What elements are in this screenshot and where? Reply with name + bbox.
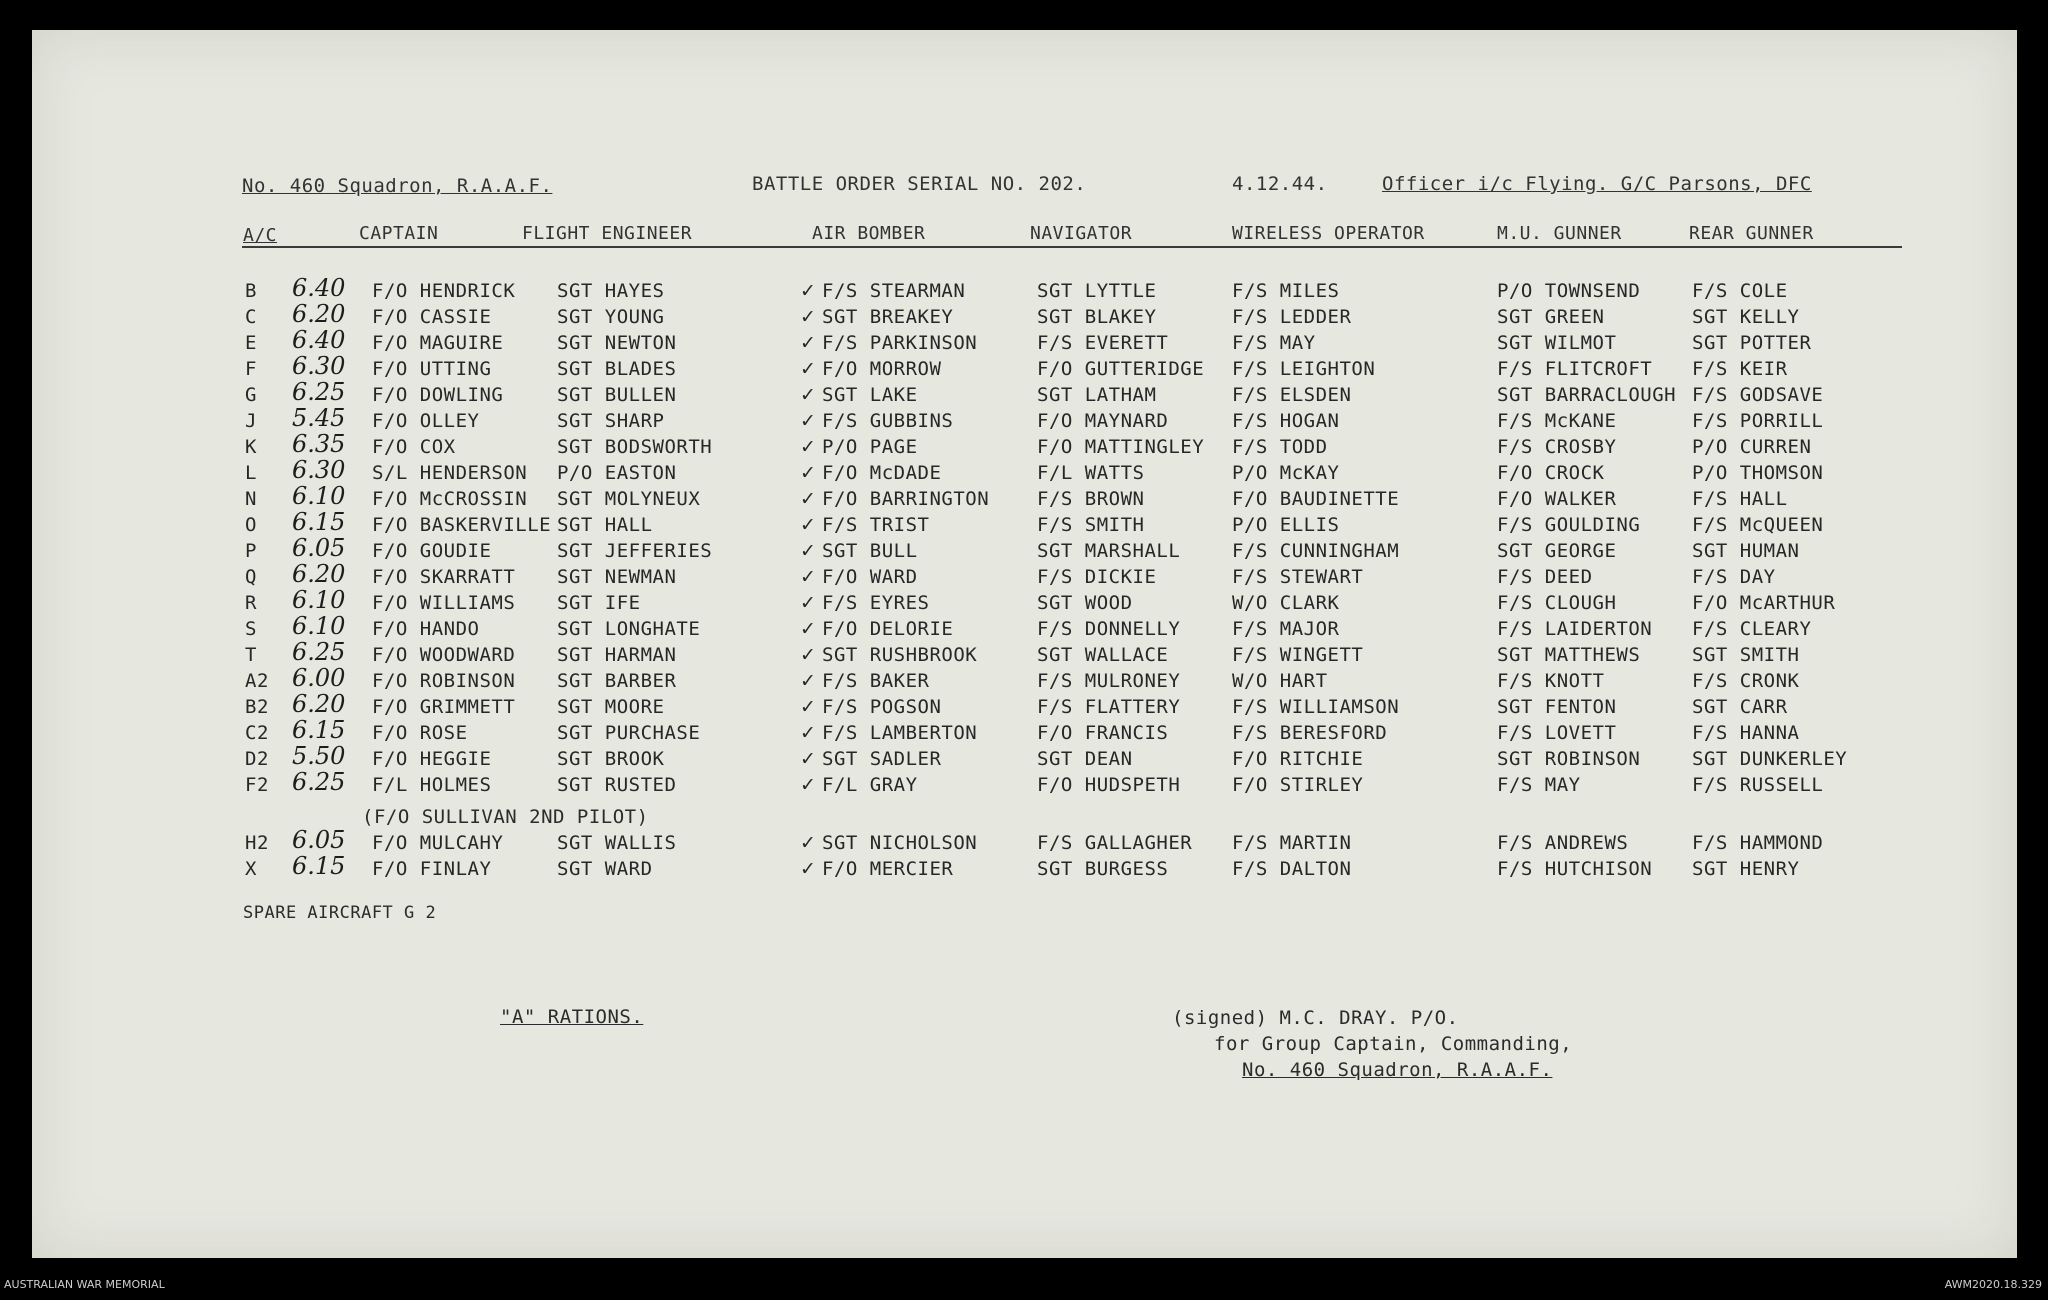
mu-gunner-name: SGT BARRACLOUGH	[1497, 384, 1677, 406]
crew-row	[32, 768, 2017, 800]
bomber-name: F/O DELORIE	[822, 618, 954, 640]
takeoff-time: 6.10	[292, 586, 346, 614]
tick-mark-icon: ✓	[800, 280, 817, 302]
engineer-name: SGT BARBER	[557, 670, 677, 692]
takeoff-time: 6.30	[292, 456, 346, 484]
col-rear-gunner: REAR GUNNER	[1689, 223, 1814, 244]
navigator-name: SGT LYTTLE	[1037, 280, 1157, 302]
rear-gunner-name: P/O THOMSON	[1692, 462, 1824, 484]
takeoff-time: 6.25	[292, 638, 346, 666]
captain-name: F/O McCROSSIN	[372, 488, 528, 510]
bomber-name: SGT SADLER	[822, 748, 942, 770]
bomber-name: SGT BULL	[822, 540, 918, 562]
engineer-name: SGT JEFFERIES	[557, 540, 713, 562]
col-captain: CAPTAIN	[359, 223, 439, 244]
captain-name: F/O HANDO	[372, 618, 480, 640]
rear-gunner-name: F/S RUSSELL	[1692, 774, 1824, 796]
captain-name: F/O OLLEY	[372, 410, 480, 432]
captain-name: F/L HOLMES	[372, 774, 492, 796]
takeoff-time: 6.30	[292, 352, 346, 380]
takeoff-time: 6.20	[292, 560, 346, 588]
tick-mark-icon: ✓	[800, 410, 817, 432]
col-wireless-operator: WIRELESS OPERATOR	[1232, 223, 1425, 244]
aircraft-letter: Q	[245, 566, 257, 588]
tick-mark-icon: ✓	[800, 566, 817, 588]
engineer-name: SGT NEWMAN	[557, 566, 677, 588]
captain-name: F/O BASKERVILLE	[372, 514, 552, 536]
takeoff-time: 6.20	[292, 300, 346, 328]
mu-gunner-name: P/O TOWNSEND	[1497, 280, 1641, 302]
navigator-name: F/S GALLAGHER	[1037, 832, 1193, 854]
wireless-name: W/O HART	[1232, 670, 1328, 692]
captain-name: F/O MULCAHY	[372, 832, 504, 854]
tick-mark-icon: ✓	[800, 488, 817, 510]
bomber-name: F/O MORROW	[822, 358, 942, 380]
navigator-name: F/O MAYNARD	[1037, 410, 1169, 432]
archive-credit: AUSTRALIAN WAR MEMORIAL	[4, 1278, 165, 1291]
engineer-name: SGT HAYES	[557, 280, 665, 302]
header-rule	[242, 246, 1902, 248]
mu-gunner-name: SGT FENTON	[1497, 696, 1617, 718]
mu-gunner-name: F/S LOVETT	[1497, 722, 1617, 744]
mu-gunner-name: F/S GOULDING	[1497, 514, 1641, 536]
bomber-name: SGT NICHOLSON	[822, 832, 978, 854]
aircraft-letter: K	[245, 436, 257, 458]
officer-in-charge: Officer i/c Flying. G/C Parsons, DFC	[1382, 173, 1812, 195]
col-air-bomber: AIR BOMBER	[812, 223, 926, 244]
takeoff-time: 6.40	[292, 274, 346, 302]
aircraft-letter: P	[245, 540, 257, 562]
wireless-name: F/S WILLIAMSON	[1232, 696, 1400, 718]
second-pilot-note: (F/O SULLIVAN 2ND PILOT)	[362, 806, 649, 828]
takeoff-time: 6.35	[292, 430, 346, 458]
spare-aircraft: SPARE AIRCRAFT G 2	[243, 903, 437, 923]
wireless-name: P/O McKAY	[1232, 462, 1340, 484]
tick-mark-icon: ✓	[800, 384, 817, 406]
wireless-name: F/S STEWART	[1232, 566, 1364, 588]
navigator-name: F/S SMITH	[1037, 514, 1145, 536]
engineer-name: SGT BROOK	[557, 748, 665, 770]
takeoff-time: 6.25	[292, 378, 346, 406]
bomber-name: F/O WARD	[822, 566, 918, 588]
navigator-name: F/O HUDSPETH	[1037, 774, 1181, 796]
aircraft-letter: H2	[245, 832, 269, 854]
rear-gunner-name: F/S McQUEEN	[1692, 514, 1824, 536]
captain-name: F/O FINLAY	[372, 858, 492, 880]
rations-note: "A" RATIONS.	[500, 1006, 644, 1028]
rear-gunner-name: SGT POTTER	[1692, 332, 1812, 354]
aircraft-letter: B2	[245, 696, 269, 718]
mu-gunner-name: F/O CROCK	[1497, 462, 1605, 484]
archive-reference: AWM2020.18.329	[1944, 1278, 2042, 1291]
wireless-name: W/O CLARK	[1232, 592, 1340, 614]
col-ac: A/C	[243, 225, 278, 246]
signature-unit: No. 460 Squadron, R.A.A.F.	[1242, 1059, 1553, 1081]
takeoff-time: 6.25	[292, 768, 346, 796]
aircraft-letter: C2	[245, 722, 269, 744]
mu-gunner-name: SGT WILMOT	[1497, 332, 1617, 354]
captain-name: S/L HENDERSON	[372, 462, 528, 484]
mu-gunner-name: SGT MATTHEWS	[1497, 644, 1641, 666]
crew-row	[32, 852, 2017, 884]
rear-gunner-name: F/S COLE	[1692, 280, 1788, 302]
wireless-name: F/O RITCHIE	[1232, 748, 1364, 770]
signature-role: for Group Captain, Commanding,	[1214, 1033, 1573, 1055]
col-flight-engineer: FLIGHT ENGINEER	[522, 223, 693, 244]
rear-gunner-name: F/S HALL	[1692, 488, 1788, 510]
navigator-name: SGT BLAKEY	[1037, 306, 1157, 328]
engineer-name: SGT BLADES	[557, 358, 677, 380]
rear-gunner-name: F/S CRONK	[1692, 670, 1800, 692]
signature-line: (signed) M.C. DRAY. P/O.	[1172, 1007, 1459, 1029]
takeoff-time: 6.05	[292, 534, 346, 562]
engineer-name: SGT RUSTED	[557, 774, 677, 796]
bomber-name: P/O PAGE	[822, 436, 918, 458]
engineer-name: SGT LONGHATE	[557, 618, 701, 640]
bomber-name: F/S GUBBINS	[822, 410, 954, 432]
wireless-name: F/S LEIGHTON	[1232, 358, 1376, 380]
mu-gunner-name: SGT GREEN	[1497, 306, 1605, 328]
rear-gunner-name: SGT SMITH	[1692, 644, 1800, 666]
mu-gunner-name: F/S McKANE	[1497, 410, 1617, 432]
aircraft-letter: B	[245, 280, 257, 302]
mu-gunner-name: F/S ANDREWS	[1497, 832, 1629, 854]
engineer-name: SGT HALL	[557, 514, 653, 536]
mu-gunner-name: F/S KNOTT	[1497, 670, 1605, 692]
col-navigator: NAVIGATOR	[1030, 223, 1133, 244]
aircraft-letter: L	[245, 462, 257, 484]
aircraft-letter: R	[245, 592, 257, 614]
captain-name: F/O UTTING	[372, 358, 492, 380]
tick-mark-icon: ✓	[800, 540, 817, 562]
captain-name: F/O SKARRATT	[372, 566, 516, 588]
tick-mark-icon: ✓	[800, 858, 817, 880]
bomber-name: F/S PARKINSON	[822, 332, 978, 354]
rear-gunner-name: F/S HANNA	[1692, 722, 1800, 744]
mu-gunner-name: F/S DEED	[1497, 566, 1593, 588]
takeoff-time: 6.40	[292, 326, 346, 354]
engineer-name: SGT PURCHASE	[557, 722, 701, 744]
rear-gunner-name: SGT HENRY	[1692, 858, 1800, 880]
wireless-name: F/S DALTON	[1232, 858, 1352, 880]
aircraft-letter: F	[245, 358, 257, 380]
engineer-name: SGT BODSWORTH	[557, 436, 713, 458]
navigator-name: F/S BROWN	[1037, 488, 1145, 510]
aircraft-letter: S	[245, 618, 257, 640]
tick-mark-icon: ✓	[800, 514, 817, 536]
captain-name: F/O WILLIAMS	[372, 592, 516, 614]
engineer-name: SGT NEWTON	[557, 332, 677, 354]
captain-name: F/O HEGGIE	[372, 748, 492, 770]
rear-gunner-name: SGT DUNKERLEY	[1692, 748, 1848, 770]
takeoff-time: 6.10	[292, 482, 346, 510]
tick-mark-icon: ✓	[800, 618, 817, 640]
navigator-name: F/S DONNELLY	[1037, 618, 1181, 640]
wireless-name: F/S MARTIN	[1232, 832, 1352, 854]
aircraft-letter: X	[245, 858, 257, 880]
takeoff-time: 6.20	[292, 690, 346, 718]
mu-gunner-name: F/S LAIDERTON	[1497, 618, 1653, 640]
engineer-name: SGT WARD	[557, 858, 653, 880]
captain-name: F/O GRIMMETT	[372, 696, 516, 718]
navigator-name: F/L WATTS	[1037, 462, 1145, 484]
bomber-name: SGT LAKE	[822, 384, 918, 406]
captain-name: F/O COX	[372, 436, 456, 458]
captain-name: F/O ROBINSON	[372, 670, 516, 692]
mu-gunner-name: SGT ROBINSON	[1497, 748, 1641, 770]
navigator-name: F/O GUTTERIDGE	[1037, 358, 1205, 380]
bomber-name: F/S STEARMAN	[822, 280, 966, 302]
navigator-name: SGT BURGESS	[1037, 858, 1169, 880]
rear-gunner-name: F/S KEIR	[1692, 358, 1788, 380]
navigator-name: SGT WALLACE	[1037, 644, 1169, 666]
engineer-name: SGT WALLIS	[557, 832, 677, 854]
tick-mark-icon: ✓	[800, 670, 817, 692]
wireless-name: F/S LEDDER	[1232, 306, 1352, 328]
wireless-name: F/S HOGAN	[1232, 410, 1340, 432]
engineer-name: SGT MOORE	[557, 696, 665, 718]
wireless-name: F/O BAUDINETTE	[1232, 488, 1400, 510]
tick-mark-icon: ✓	[800, 306, 817, 328]
tick-mark-icon: ✓	[800, 462, 817, 484]
rear-gunner-name: F/S PORRILL	[1692, 410, 1824, 432]
wireless-name: F/S ELSDEN	[1232, 384, 1352, 406]
rear-gunner-name: SGT HUMAN	[1692, 540, 1800, 562]
aircraft-letter: N	[245, 488, 257, 510]
bomber-name: F/O MERCIER	[822, 858, 954, 880]
wireless-name: F/S MAJOR	[1232, 618, 1340, 640]
navigator-name: F/S FLATTERY	[1037, 696, 1181, 718]
document-page	[32, 30, 2017, 1258]
bomber-name: F/O McDADE	[822, 462, 942, 484]
tick-mark-icon: ✓	[800, 774, 817, 796]
engineer-name: SGT BULLEN	[557, 384, 677, 406]
takeoff-time: 6.15	[292, 852, 346, 880]
mu-gunner-name: F/S FLITCROFT	[1497, 358, 1653, 380]
wireless-name: F/O STIRLEY	[1232, 774, 1364, 796]
tick-mark-icon: ✓	[800, 644, 817, 666]
aircraft-letter: O	[245, 514, 257, 536]
bomber-name: F/S LAMBERTON	[822, 722, 978, 744]
bomber-name: F/O BARRINGTON	[822, 488, 990, 510]
captain-name: F/O ROSE	[372, 722, 468, 744]
navigator-name: SGT MARSHALL	[1037, 540, 1181, 562]
mu-gunner-name: F/S CROSBY	[1497, 436, 1617, 458]
wireless-name: F/S TODD	[1232, 436, 1328, 458]
col-mu-gunner: M.U. GUNNER	[1497, 223, 1622, 244]
navigator-name: SGT DEAN	[1037, 748, 1133, 770]
navigator-name: F/O FRANCIS	[1037, 722, 1169, 744]
takeoff-time: 6.00	[292, 664, 346, 692]
engineer-name: SGT YOUNG	[557, 306, 665, 328]
captain-name: F/O GOUDIE	[372, 540, 492, 562]
tick-mark-icon: ✓	[800, 696, 817, 718]
tick-mark-icon: ✓	[800, 592, 817, 614]
aircraft-letter: T	[245, 644, 257, 666]
navigator-name: F/O MATTINGLEY	[1037, 436, 1205, 458]
captain-name: F/O WOODWARD	[372, 644, 516, 666]
mu-gunner-name: F/S HUTCHISON	[1497, 858, 1653, 880]
engineer-name: P/O EASTON	[557, 462, 677, 484]
rear-gunner-name: F/O McARTHUR	[1692, 592, 1836, 614]
tick-mark-icon: ✓	[800, 358, 817, 380]
rear-gunner-name: P/O CURREN	[1692, 436, 1812, 458]
takeoff-time: 5.50	[292, 742, 346, 770]
engineer-name: SGT SHARP	[557, 410, 665, 432]
aircraft-letter: J	[245, 410, 257, 432]
mu-gunner-name: F/O WALKER	[1497, 488, 1617, 510]
tick-mark-icon: ✓	[800, 436, 817, 458]
tick-mark-icon: ✓	[800, 832, 817, 854]
bomber-name: SGT BREAKEY	[822, 306, 954, 328]
squadron-title: No. 460 Squadron, R.A.A.F.	[242, 175, 553, 197]
rear-gunner-name: SGT CARR	[1692, 696, 1788, 718]
rear-gunner-name: SGT KELLY	[1692, 306, 1800, 328]
tick-mark-icon: ✓	[800, 722, 817, 744]
wireless-name: F/S WINGETT	[1232, 644, 1364, 666]
takeoff-time: 5.45	[292, 404, 346, 432]
engineer-name: SGT HARMAN	[557, 644, 677, 666]
captain-name: F/O CASSIE	[372, 306, 492, 328]
mu-gunner-name: F/S CLOUGH	[1497, 592, 1617, 614]
bomber-name: F/S TRIST	[822, 514, 930, 536]
captain-name: F/O DOWLING	[372, 384, 504, 406]
navigator-name: SGT LATHAM	[1037, 384, 1157, 406]
wireless-name: F/S CUNNINGHAM	[1232, 540, 1400, 562]
rear-gunner-name: F/S DAY	[1692, 566, 1776, 588]
takeoff-time: 6.10	[292, 612, 346, 640]
aircraft-letter: G	[245, 384, 257, 406]
wireless-name: F/S MAY	[1232, 332, 1316, 354]
order-date: 4.12.44.	[1232, 173, 1328, 195]
navigator-name: F/S MULRONEY	[1037, 670, 1181, 692]
aircraft-letter: C	[245, 306, 257, 328]
bomber-name: F/S EYRES	[822, 592, 930, 614]
engineer-name: SGT MOLYNEUX	[557, 488, 701, 510]
aircraft-letter: A2	[245, 670, 269, 692]
wireless-name: F/S BERESFORD	[1232, 722, 1388, 744]
takeoff-time: 6.15	[292, 508, 346, 536]
bomber-name: F/S BAKER	[822, 670, 930, 692]
captain-name: F/O HENDRICK	[372, 280, 516, 302]
wireless-name: F/S MILES	[1232, 280, 1340, 302]
rear-gunner-name: F/S CLEARY	[1692, 618, 1812, 640]
bomber-name: F/L GRAY	[822, 774, 918, 796]
aircraft-letter: E	[245, 332, 257, 354]
aircraft-letter: F2	[245, 774, 269, 796]
takeoff-time: 6.05	[292, 826, 346, 854]
rear-gunner-name: F/S HAMMOND	[1692, 832, 1824, 854]
engineer-name: SGT IFE	[557, 592, 641, 614]
tick-mark-icon: ✓	[800, 332, 817, 354]
aircraft-letter: D2	[245, 748, 269, 770]
captain-name: F/O MAGUIRE	[372, 332, 504, 354]
tick-mark-icon: ✓	[800, 748, 817, 770]
mu-gunner-name: SGT GEORGE	[1497, 540, 1617, 562]
navigator-name: SGT WOOD	[1037, 592, 1133, 614]
bomber-name: SGT RUSHBROOK	[822, 644, 978, 666]
navigator-name: F/S DICKIE	[1037, 566, 1157, 588]
mu-gunner-name: F/S MAY	[1497, 774, 1581, 796]
navigator-name: F/S EVERETT	[1037, 332, 1169, 354]
wireless-name: P/O ELLIS	[1232, 514, 1340, 536]
rear-gunner-name: F/S GODSAVE	[1692, 384, 1824, 406]
battle-order-title: BATTLE ORDER SERIAL NO. 202.	[752, 173, 1087, 195]
takeoff-time: 6.15	[292, 716, 346, 744]
bomber-name: F/S POGSON	[822, 696, 942, 718]
